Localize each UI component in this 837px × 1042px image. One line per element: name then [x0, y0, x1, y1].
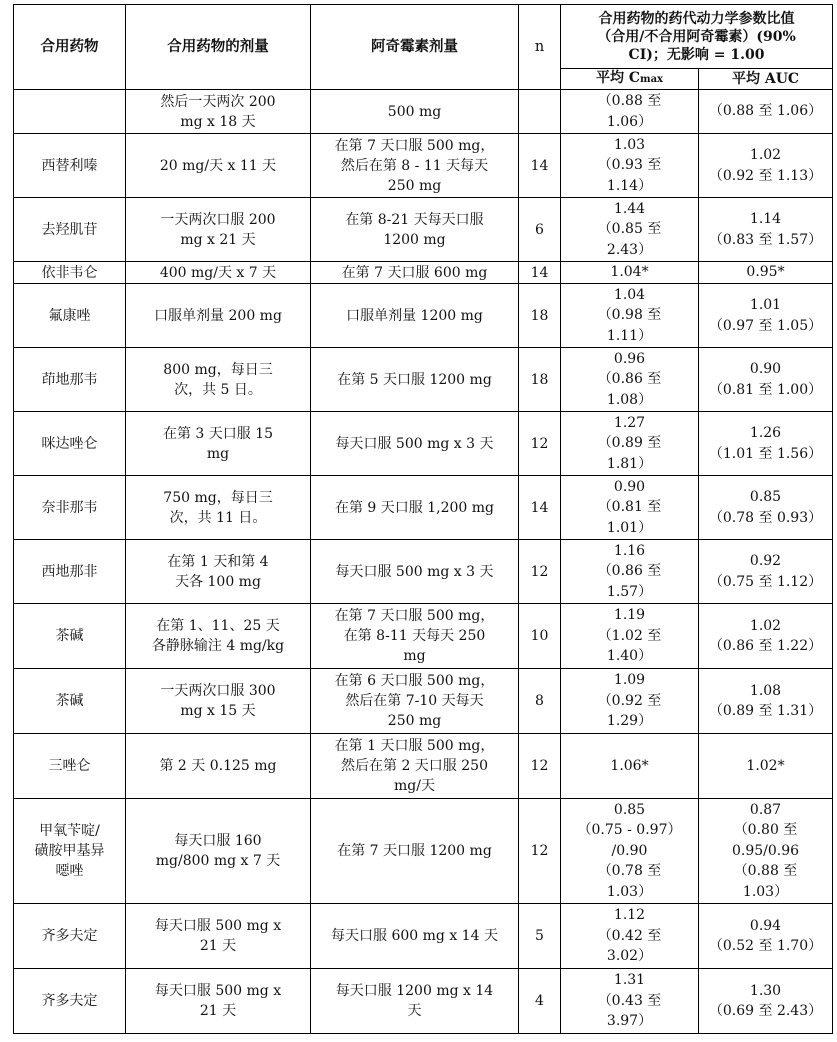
- table-row: [14, 669, 833, 734]
- n-cell: 6: [519, 198, 561, 262]
- auc-cell: 0.95*: [699, 262, 833, 284]
- drug-dose-cell: 20 mg/天 x 11 天: [126, 134, 311, 198]
- n-cell: 14: [519, 476, 561, 540]
- cmax-cell: 1.06*: [561, 734, 699, 799]
- header-drug-dose: 合用药物的剂量: [126, 5, 311, 90]
- auc-cell: 0.90 （0.81 至 1.00）: [699, 348, 833, 412]
- table-body: [14, 90, 833, 1034]
- table-row: [14, 969, 833, 1034]
- azithromycin-dose-cell: 在第 9 天口服 1,200 mg: [311, 476, 519, 540]
- drug-dose-cell: 一天两次口服 200 mg x 21 天: [126, 198, 311, 262]
- auc-cell: （0.88 至 1.06）: [699, 90, 833, 134]
- drug-dose-cell: 800 mg，每日三 次，共 5 日。: [126, 348, 311, 412]
- auc-cell: 1.08 （0.89 至 1.31）: [699, 669, 833, 734]
- n-cell: 12: [519, 412, 561, 476]
- azithromycin-dose-cell: 在第 1 天口服 500 mg， 然后在第 2 天口服 250 mg/天: [311, 734, 519, 799]
- cmax-cell: （0.88 至 1.06）: [561, 90, 699, 134]
- azithromycin-dose-cell: 在第 6 天口服 500 mg， 然后在第 7-10 天每天 250 mg: [311, 669, 519, 734]
- drug-dose-cell: 口服单剂量 200 mg: [126, 284, 311, 348]
- azithromycin-dose-cell: 每天口服 500 mg x 3 天: [311, 412, 519, 476]
- n-cell: 12: [519, 799, 561, 904]
- auc-cell: 0.92 （0.75 至 1.12）: [699, 540, 833, 604]
- auc-cell: 1.02 （0.92 至 1.13）: [699, 134, 833, 198]
- table-row: [14, 904, 833, 969]
- cmax-cell: 1.27 （0.89 至 1.81）: [561, 412, 699, 476]
- cmax-subscript: max: [640, 74, 664, 85]
- drug-dose-cell: 750 mg，每日三 次，共 11 日。: [126, 476, 311, 540]
- table-row: [14, 799, 833, 904]
- header-mean-cmax: 平均 Cmax: [561, 69, 699, 90]
- cmax-cell: 0.90 （0.81 至 1.01）: [561, 476, 699, 540]
- n-cell: 10: [519, 604, 561, 669]
- azithromycin-dose-cell: 口服单剂量 1200 mg: [311, 284, 519, 348]
- auc-cell: 1.30 （0.69 至 2.43）: [699, 969, 833, 1034]
- header-drug: 合用药物: [14, 5, 126, 90]
- table-row: [14, 476, 833, 540]
- n-cell: 14: [519, 134, 561, 198]
- table-row: [14, 734, 833, 799]
- drug-cell: 茚地那韦: [14, 348, 126, 412]
- azithromycin-dose-cell: 在第 7 天口服 500 mg， 然后在第 8 - 11 天每天 250 mg: [311, 134, 519, 198]
- azithromycin-dose-cell: 在第 7 天口服 1200 mg: [311, 799, 519, 904]
- cmax-cell: 1.04 （0.98 至 1.11）: [561, 284, 699, 348]
- table-row: [14, 198, 833, 262]
- auc-cell: 1.02*: [699, 734, 833, 799]
- cmax-cell: 1.16 （0.86 至 1.57）: [561, 540, 699, 604]
- n-cell: 14: [519, 262, 561, 284]
- drug-dose-cell: 400 mg/天 x 7 天: [126, 262, 311, 284]
- cmax-cell: 1.19 （1.02 至 1.40）: [561, 604, 699, 669]
- drug-interaction-table: [13, 4, 833, 1034]
- drug-dose-cell: 第 2 天 0.125 mg: [126, 734, 311, 799]
- drug-cell: 齐多夫定: [14, 904, 126, 969]
- n-cell: 4: [519, 969, 561, 1034]
- table-row: [14, 90, 833, 134]
- drug-cell: 奈非那韦: [14, 476, 126, 540]
- drug-dose-cell: 在第 3 天口服 15 mg: [126, 412, 311, 476]
- n-cell: 18: [519, 348, 561, 412]
- n-cell: [519, 90, 561, 134]
- table-row: [14, 284, 833, 348]
- n-cell: 18: [519, 284, 561, 348]
- drug-dose-cell: 在第 1、11、25 天 各静脉输注 4 mg/kg: [126, 604, 311, 669]
- auc-cell: 0.94 （0.52 至 1.70）: [699, 904, 833, 969]
- azithromycin-dose-cell: 每天口服 500 mg x 3 天: [311, 540, 519, 604]
- table-row: [14, 134, 833, 198]
- table-row: [14, 262, 833, 284]
- drug-dose-cell: 每天口服 160 mg/800 mg x 7 天: [126, 799, 311, 904]
- auc-cell: 1.02 （0.86 至 1.22）: [699, 604, 833, 669]
- drug-dose-cell: 每天口服 500 mg x 21 天: [126, 969, 311, 1034]
- drug-cell: 甲氧苄啶/ 磺胺甲基异 噁唑: [14, 799, 126, 904]
- table-row: [14, 412, 833, 476]
- azithromycin-dose-cell: 在第 7 天口服 500 mg， 在第 8-11 天每天 250 mg: [311, 604, 519, 669]
- azithromycin-dose-cell: 每天口服 600 mg x 14 天: [311, 904, 519, 969]
- drug-cell: 茶碱: [14, 669, 126, 734]
- header-n: n: [519, 5, 561, 90]
- drug-cell: 去羟肌苷: [14, 198, 126, 262]
- cmax-cell: 0.85 （0.75 - 0.97） /0.90 （0.78 至 1.03）: [561, 799, 699, 904]
- azithromycin-dose-cell: 在第 5 天口服 1200 mg: [311, 348, 519, 412]
- n-cell: 5: [519, 904, 561, 969]
- n-cell: 8: [519, 669, 561, 734]
- drug-dose-cell: 一天两次口服 300 mg x 15 天: [126, 669, 311, 734]
- table-row: [14, 540, 833, 604]
- drug-dose-cell: 然后一天两次 200 mg x 18 天: [126, 90, 311, 134]
- drug-cell: 三唑仑: [14, 734, 126, 799]
- header-azithromycin-dose: 阿奇霉素剂量: [311, 5, 519, 90]
- table-row: [14, 348, 833, 412]
- cmax-cell: 1.09 （0.92 至 1.29）: [561, 669, 699, 734]
- table-row: [14, 604, 833, 669]
- cmax-cell: 1.04*: [561, 262, 699, 284]
- azithromycin-dose-cell: 每天口服 1200 mg x 14 天: [311, 969, 519, 1034]
- drug-cell: 茶碱: [14, 604, 126, 669]
- n-cell: 12: [519, 540, 561, 604]
- header-mean-auc: 平均 AUC: [699, 69, 833, 90]
- drug-cell: [14, 90, 126, 134]
- auc-cell: 0.85 （0.78 至 0.93）: [699, 476, 833, 540]
- cmax-cell: 0.96 （0.86 至 1.08）: [561, 348, 699, 412]
- azithromycin-dose-cell: 500 mg: [311, 90, 519, 134]
- drug-dose-cell: 在第 1 天和第 4 天各 100 mg: [126, 540, 311, 604]
- drug-cell: 西地那非: [14, 540, 126, 604]
- auc-cell: 0.87 （0.80 至 0.95/0.96 （0.88 至 1.03）: [699, 799, 833, 904]
- drug-dose-cell: 每天口服 500 mg x 21 天: [126, 904, 311, 969]
- cmax-cell: 1.03 （0.93 至 1.14）: [561, 134, 699, 198]
- drug-cell: 咪达唑仑: [14, 412, 126, 476]
- azithromycin-dose-cell: 在第 7 天口服 600 mg: [311, 262, 519, 284]
- drug-cell: 齐多夫定: [14, 969, 126, 1034]
- drug-cell: 依非韦仑: [14, 262, 126, 284]
- drug-cell: 氟康唑: [14, 284, 126, 348]
- cmax-cell: 1.12 （0.42 至 3.02）: [561, 904, 699, 969]
- cmax-cell: 1.44 （0.85 至 2.43）: [561, 198, 699, 262]
- header-pk-ratio: 合用药物的药代动力学参数比值 （合用/不合用阿奇霉素）(90% CI)；无影响 = 1.00: [561, 5, 833, 69]
- auc-cell: 1.14 （0.83 至 1.57）: [699, 198, 833, 262]
- auc-cell: 1.01 （0.97 至 1.05）: [699, 284, 833, 348]
- auc-cell: 1.26 （1.01 至 1.56）: [699, 412, 833, 476]
- cmax-cell: 1.31 （0.43 至 3.97）: [561, 969, 699, 1034]
- drug-cell: 西替利嗪: [14, 134, 126, 198]
- n-cell: 12: [519, 734, 561, 799]
- azithromycin-dose-cell: 在第 8-21 天每天口服 1200 mg: [311, 198, 519, 262]
